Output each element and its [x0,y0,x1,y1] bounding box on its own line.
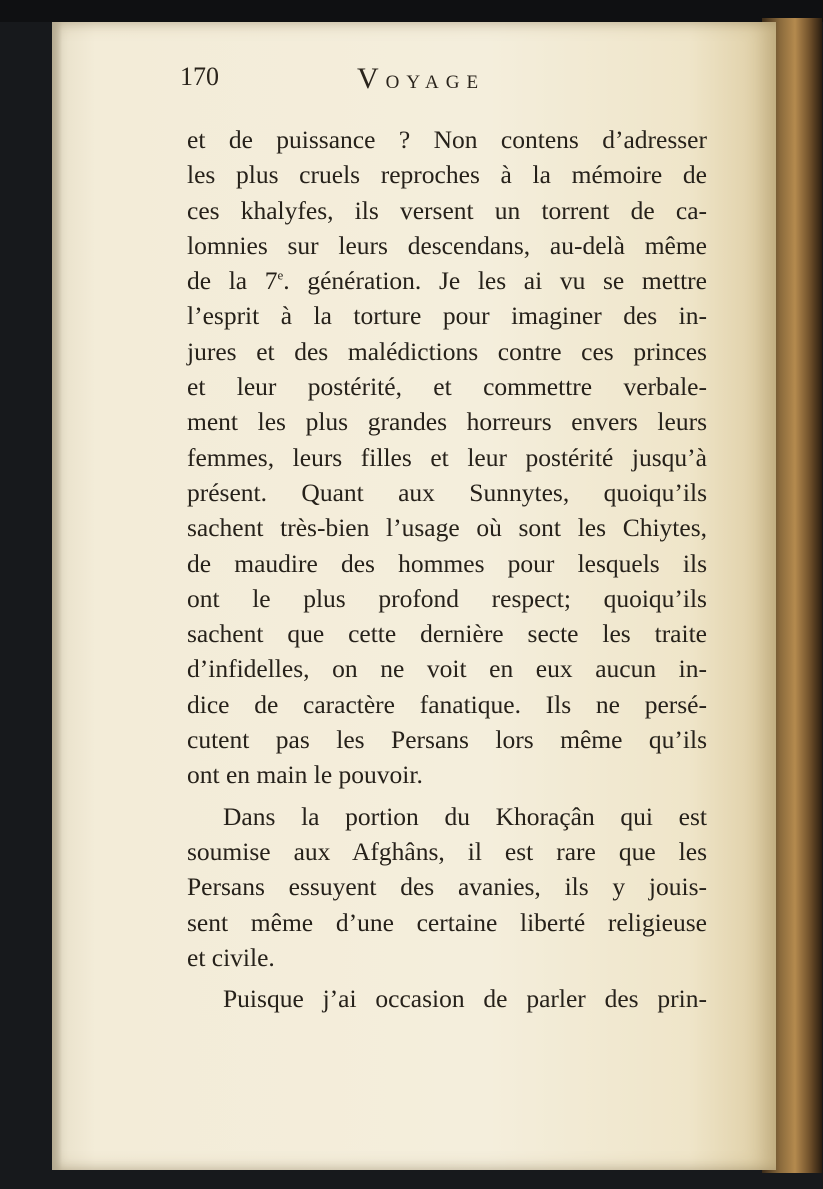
text-line: ment les plus grandes horreurs envers leurs [187,407,707,437]
text-line-indented: Dans la portion du Khoraçân qui est [223,801,707,831]
text-line: de la 7e. génération. Je les ai vu se mettre [187,266,707,296]
text-line: sachent très-bien l’usage où sont les Chiytes, [187,513,707,543]
page-gutter-shadow [52,22,62,1170]
book-page [52,22,776,1170]
text-line: dice de caractère fanatique. Ils ne persé- [187,689,707,719]
text-line: de maudire des hommes pour lesquels ils [187,548,707,578]
scan-backdrop [0,0,823,22]
text-line: l’esprit à la torture pour imaginer des in- [187,301,707,331]
text-line: femmes, leurs filles et leur postérité jusqu’à [187,442,707,472]
text-line: soumise aux Afghâns, il est rare que les [187,836,707,866]
text-line: lomnies sur leurs descendans, au-delà même [187,230,707,260]
text-line-indented: Puisque j’ai occasion de parler des prin- [223,984,707,1014]
running-title-rest: OYAGE [385,72,486,93]
running-title [357,62,485,96]
page-number: 170 [180,62,219,91]
text-line: sachent que cette dernière secte les traite [187,619,707,649]
text-line: d’infidelles, on ne voit en eux aucun in- [187,654,707,684]
text-line-last: ont en main le pouvoir. [187,760,423,790]
running-title-initial: V [357,62,386,95]
text-line: ont le plus profond respect; quoiqu’ils [187,583,707,613]
text-line: jures et des malédictions contre ces princes [187,336,707,366]
body-text [187,122,707,1016]
text-line: présent. Quant aux Sunnytes, quoiqu’ils [187,477,707,507]
text-line-last: et civile. [187,942,275,972]
text-line: et leur postérité, et commettre verbale- [187,372,707,402]
text-line: cutent pas les Persans lors même qu’ils [187,725,707,755]
text-line: sent même d’une certaine liberté religieuse [187,907,707,937]
text-line: et de puissance ? Non contens d’adresser [187,125,707,154]
text-line: les plus cruels reproches à la mémoire de [187,160,707,190]
text-line: Persans essuyent des avanies, ils y jouis- [187,872,707,902]
running-header [52,62,776,98]
text-line: ces khalyfes, ils versent un torrent de ca- [187,195,707,225]
